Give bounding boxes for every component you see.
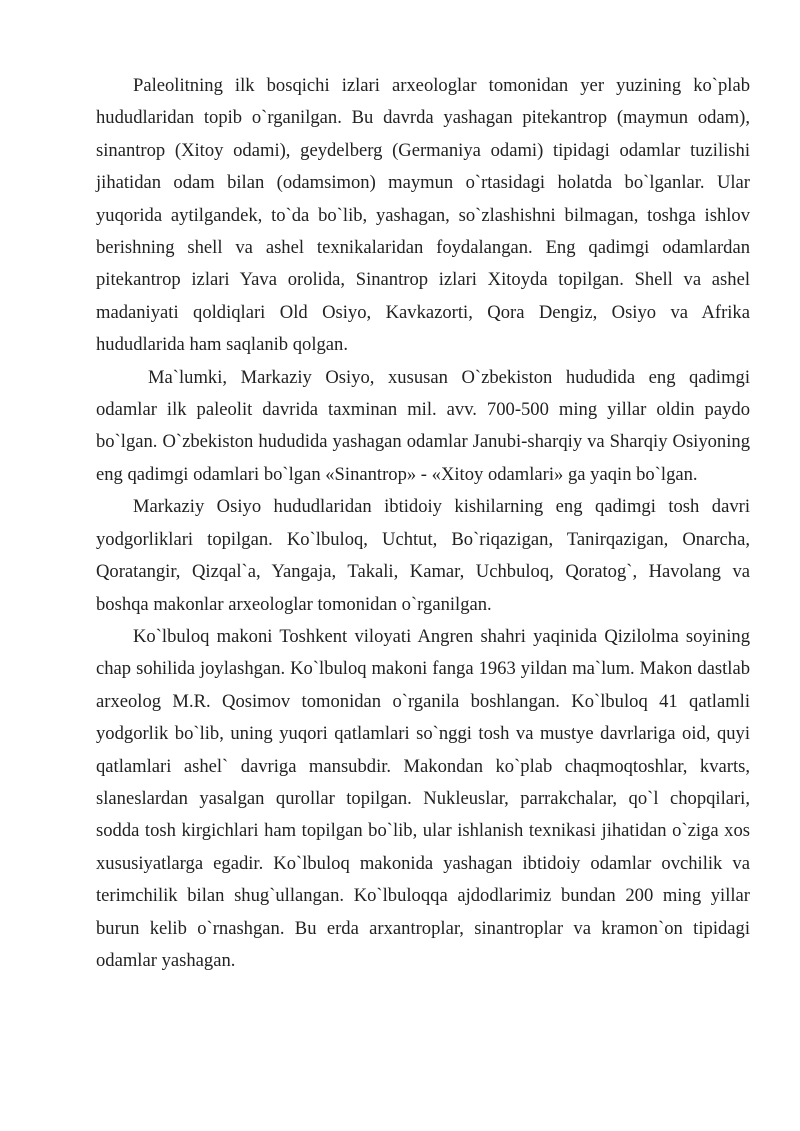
paragraph-central-asia-sites: Markaziy Osiyo hududlaridan ibtidoiy kishilarning eng qadimgi tosh davri yodgorliklari topilgan. Ko`lbuloq, Uchtut, Bo`riqazigan, Tanirqazigan, Onarcha, Qoratangir, Qizqal`a, Yangaja, Takali, Kamar, Uchbuloq, Qoratog`, Havolang va boshqa makonlar arxeologlar tomonidan o`rganilgan. — [96, 496, 750, 615]
document-page — [96, 70, 750, 977]
paragraph-kolbuloq-site: Ko`lbuloq makoni Toshkent viloyati Angren shahri yaqinida Qizilolma soyining chap sohilida joylashgan. Ko`lbuloq makoni fanga 1963 yildan ma`lum. Makon dastlab arxeolog M.R. Qosimov tomonidan o`rganila boshlangan. Ko`lbuloq 41 qatlamli yodgorlik bo`lib, uning yuqori qatlamlari so`nggi tosh va mustye davrlariga oid, quyi qatlamlari ashel` davriga mansubdir. Makondan ko`plab chaqmoqtoshlar, kvarts, slaneslardan yasalgan qurollar topilgan. Nukleuslar, parrakchalar, qo`l chopqilari, sodda tosh kirgichlari ham topilgan bo`lib, ular ishlanish texnikasi jihatidan o`ziga xos xususiyatlarga egadir. Ko`lbuloq makonida yashagan ibtidoiy odamlar ovchilik va terimchilik bilan shug`ullangan. Ko`lbuloqqa ajdodlarimiz bundan 200 ming yillar burun kelib o`rnashgan. Bu erda arxantroplar, sinantroplar va kramon`on tipidagi odamlar yashagan. — [96, 625, 750, 971]
paragraph-uzbekistan-earliest-humans: Ma`lumki, Markaziy Osiyo, xususan O`zbekiston hududida eng qadimgi odamlar ilk paleolit davrida taxminan mil. avv. 700-500 ming yillar oldin paydo bo`lgan. O`zbekiston hududida yashagan odamlar Janubi-sharqiy va Sharqiy Osiyoning eng qadimgi odamlari bo`lgan «Sinantrop» - «Xitoy odamlari» ga yaqin bo`lgan. — [96, 366, 750, 485]
paragraph-paleolithic-intro: Paleolitning ilk bosqichi izlari arxeologlar tomonidan yer yuzining ko`plab hududlaridan topib o`rganilgan. Bu davrda yashagan pitekantrop (maymun odam), sinantrop (Xitoy odami), geydelberg (Germaniya odami) tipidagi odamlar tuzilishi jihatidan odam bilan (odamsimon) maymun o`rtasidagi holatda bo`lganlar. Ular yuqorida aytilgandek, to`da bo`lib, yashagan, so`zlashishni bilmagan, toshga ishlov berishning shell va ashel texnikalaridan foydalangan. Eng qadimgi odamlardan pitekantrop izlari Yava orolida, Sinantrop izlari Xitoyda topilgan. Shell va ashel madaniyati qoldiqlari Old Osiyo, Kavkazorti, Qora Dengiz, Osiyo va Afrika hududlarida ham saqlanib qolgan. — [96, 75, 750, 356]
